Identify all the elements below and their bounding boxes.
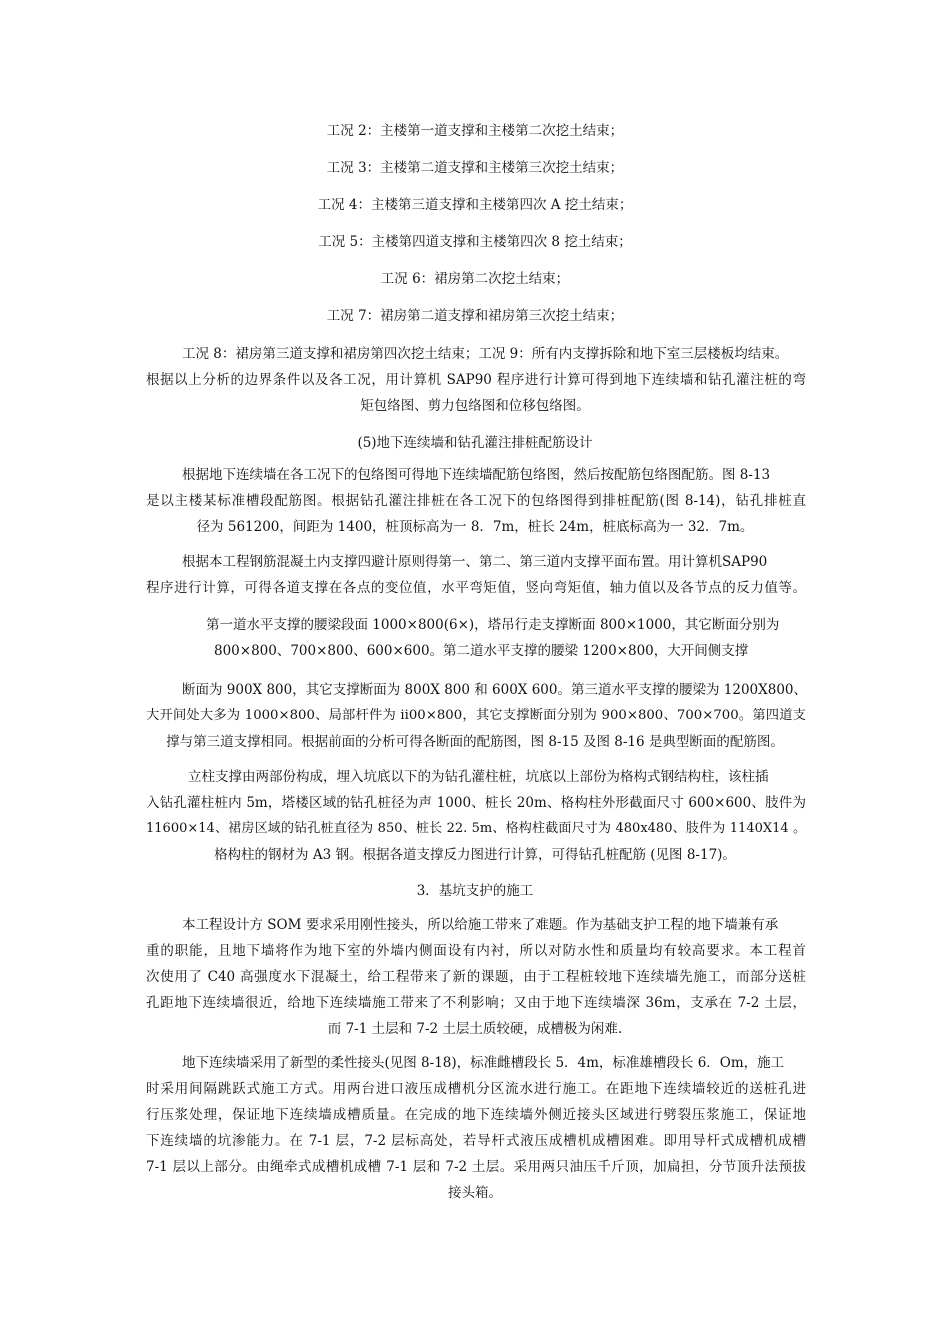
text-line: 地下连续墙采用了新型的柔性接头(见图 8-18)，标准雌槽段长 5．4m，标准雄槽段长 6．Om，施工 xyxy=(182,1055,785,1071)
text-line: 孔距地下连续墙很近，给地下连续墙施工带来了不利影响；又由于地下连续墙深 36m，支承在 7-2 土层， xyxy=(146,995,806,1011)
text-line: 断面为 900X 800，其它支撑断面为 800X 800 和 600X 600。第三道水平支撑的腰梁为 1200X800、 xyxy=(182,682,808,698)
text-line: 本工程设计方 SOM 要求采用刚性接头，所以给施工带来了难题。作为基础支护工程的地下墙兼有承 xyxy=(182,917,779,933)
text-line: 程序进行计算，可得各道支撑在各点的变位值，水平弯矩值，竖向弯矩值，轴力值以及各节点的反力值等。 xyxy=(146,580,806,596)
text-line: 工况 5：主楼第四道支撑和主楼第四次 8 挖土结束； xyxy=(318,234,632,250)
text-line: 行压浆处理，保证地下连续墙成槽质量。在完成的地下连续墙外侧近接头区域进行劈裂压浆施工，保证地 xyxy=(146,1107,806,1123)
text-line: 根据本工程钢筋混凝土内支撑四避计原则得第一、第二、第三道内支撑平面布置。用计算机SAP90 xyxy=(182,554,768,570)
text-line: 重的职能，且地下墙将作为地下室的外墙内侧面设有内衬，所以对防水性和质量均有较高要求。本工程首 xyxy=(146,943,806,959)
text-line: 次使用了 C40 高强度水下混凝土，给工程带来了新的课题，由于工程桩较地下连续墙先施工，而部分送桩 xyxy=(146,969,806,985)
text-line: 工况 7：裙房第二道支撑和裙房第三次挖土结束； xyxy=(326,308,624,324)
section-heading: (5)地下连续墙和钻孔灌注排桩配筋设计 xyxy=(357,435,593,451)
text-line: 800×800、700×800、600×600。第二道水平支撑的腰梁 1200×800，大开间侧支撑 xyxy=(214,643,749,659)
text-line: 根据地下连续墙在各工况下的包络图可得地下连续墙配筋包络图，然后按配筋包络图配筋。图 8-13 xyxy=(182,467,771,483)
text-line: 根据以上分析的边界条件以及各工况，用计算机 SAP90 程序进行计算可得到地下连续墙和钻孔灌注桩的弯 xyxy=(146,372,806,388)
text-line: 时采用间隔跳跃式施工方式。用两台进口液压成槽机分区流水进行施工。在距地下连续墙较近的送桩孔进 xyxy=(146,1081,806,1097)
text-line: 7-1 层以上部分。由绳牵式成槽机成槽 7-1 层和 7-2 土层。采用两只油压千斤顶，加扁担，分节顶升法预拔 xyxy=(146,1159,806,1175)
text-line: 大开间处大多为 1000×800、局部杆件为 ii00×800，其它支撑断面分别为 900×800、700×700。第四道支 xyxy=(146,708,806,723)
text-line: 下连续墙的坑渗能力。在 7-1 层，7-2 层标高处，若导杆式液压成槽机成槽困难。即用导杆式成槽机成槽 xyxy=(146,1133,806,1149)
text-line: 工况 3：主楼第二道支撑和主楼第三次挖土结束； xyxy=(326,160,624,176)
text-line: 撑与第三道支撑相同。根据前面的分析可得各断面的配筋图，图 8-15 及图 8-16 是典型断面的配筋图。 xyxy=(166,734,784,750)
text-line: 工况 4：主楼第三道支撑和主楼第四次 A 挖土结束； xyxy=(317,197,633,213)
text-line: 工况 2：主楼第一道支撑和主楼第二次挖土结束； xyxy=(326,123,624,139)
text-line: 第一道水平支撑的腰梁段面 1000×800(6×)，塔吊行走支撑断面 800×1000，其它断面分别为 xyxy=(206,617,780,633)
text-line: 工况 6：裙房第二次挖土结束； xyxy=(380,271,570,287)
text-line: 矩包络图、剪力包络图和位移包络图。 xyxy=(360,398,590,414)
text-line: 是以主楼某标准槽段配筋图。根据钻孔灌注排桩在各工况下的包络图得到排桩配筋(图 8-14)，钻孔排桩直 xyxy=(146,493,806,509)
text-line: 工况 8：裙房第三道支撑和裙房第四次挖土结束；工况 9：所有内支撑拆除和地下室三层楼板均结束。 xyxy=(182,346,789,362)
text-line: 立柱支撑由两部份构成，埋入坑底以下的为钻孔灌柱桩，坑底以上部份为格构式钢结构柱，该柱插 xyxy=(188,769,769,785)
text-line: 径为 561200，间距为 1400，桩顶标高为一 8．7m，桩长 24m，桩底标高为一 32．7m。 xyxy=(196,519,754,535)
text-line: 入钻孔灌柱桩内 5m，塔楼区域的钻孔桩径为声 1000、桩长 20m、格构柱外形截面尺寸 600×600、肢件为 xyxy=(146,795,806,811)
section-heading: 3．基坑支护的施工 xyxy=(416,883,534,899)
text-line: 接头箱。 xyxy=(448,1185,502,1201)
text-line: 而 7-1 土层和 7-2 土层土质较硬，成槽极为闲难. xyxy=(327,1021,623,1037)
text-line: 11600×14、裙房区域的钻孔桩直径为 850、桩长 22. 5m、格构柱截面尺寸为 480x480、肢件为 1140X14 。 xyxy=(146,821,806,836)
text-line: 格构柱的钢材为 A3 钢。根据各道支撑反力图进行计算，可得钻孔桩配筋 (见图 8-17)。 xyxy=(214,847,736,863)
